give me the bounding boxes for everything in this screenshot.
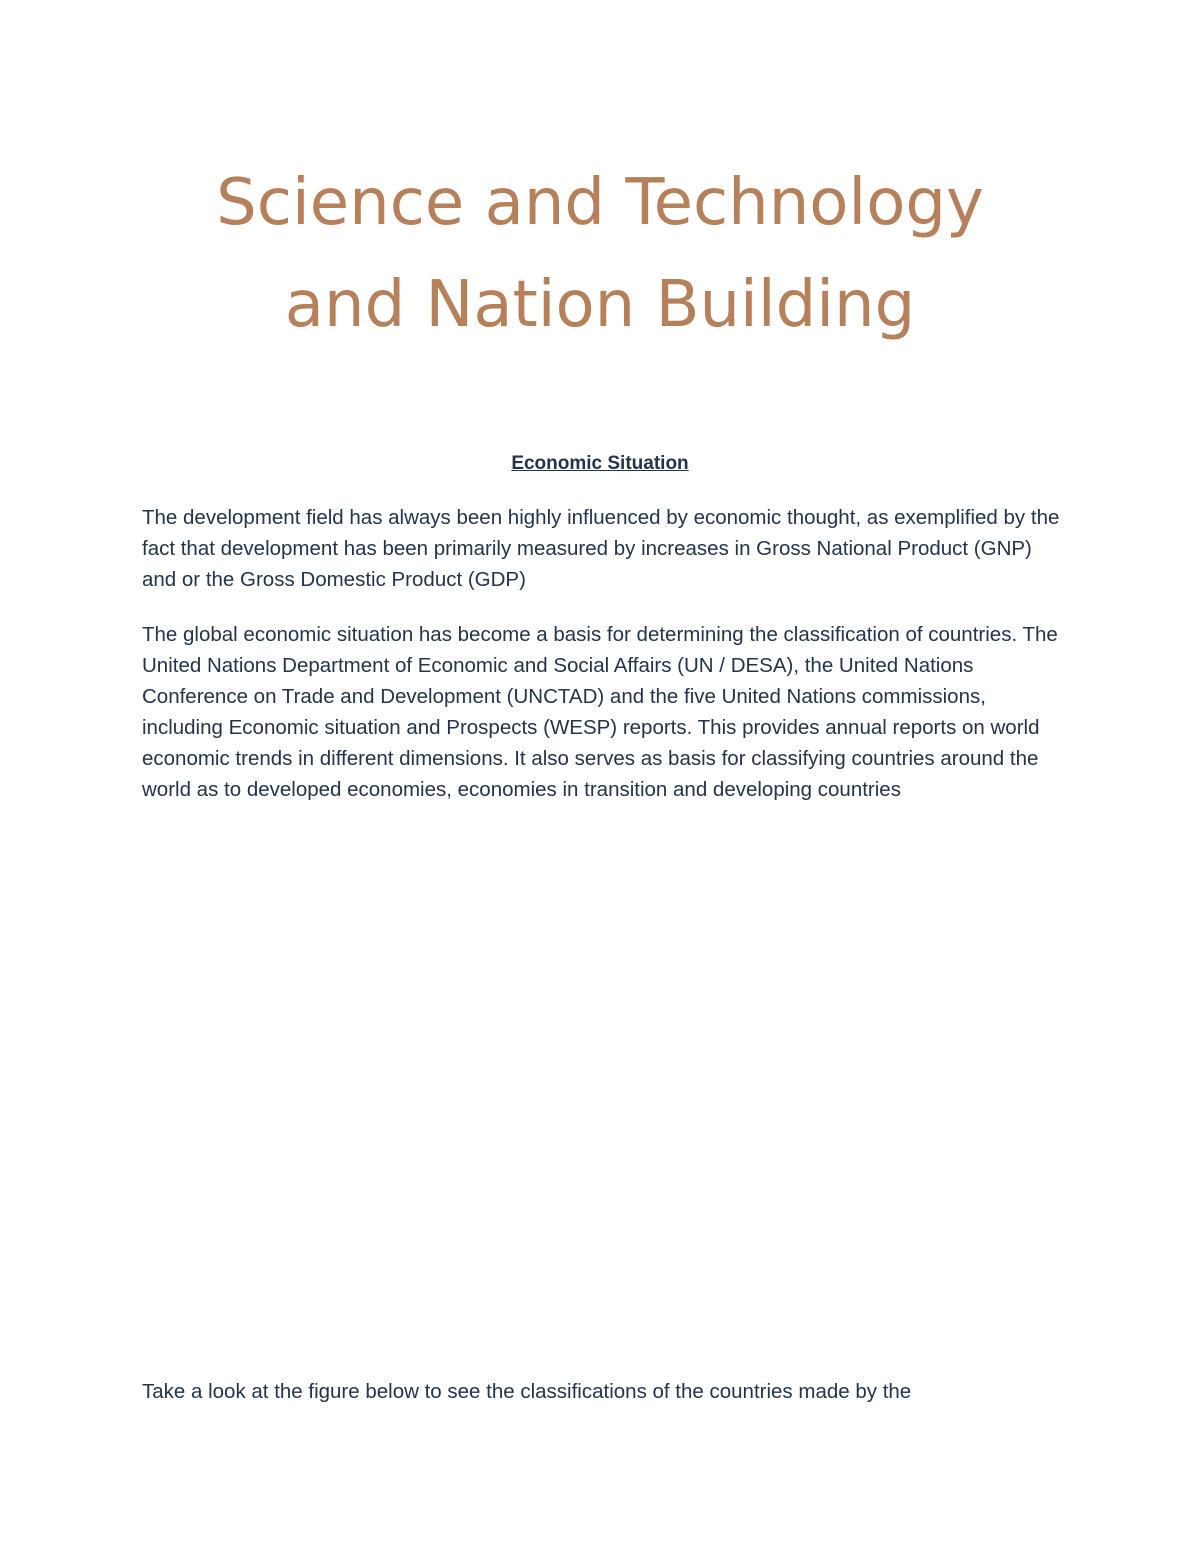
paragraph-development-field: The development field has always been highly influenced by economic thought, as exemplified by the fact that development has been primarily measured by increases in Gross National Product (GNP) and or the Gross Domestic Product (GDP)	[142, 506, 1060, 591]
document-title	[140, 152, 1060, 356]
section-heading: Economic Situation	[511, 453, 689, 474]
document-title-line-2: and Nation Building	[284, 268, 916, 342]
document-title-line-1: Science and Technology	[216, 166, 984, 240]
paragraph-figure-reference: Take a look at the figure below to see the classifications of the countries made by the	[142, 1380, 912, 1403]
paragraph-global-economic-situation: The global economic situation has become a basis for determining the classification of countries. The United Nations Department of Economic and Social Affairs (UN / DESA), the United Nations Conference on Trade and Development (UNCTAD) and the five United Nations commissions, including Economic situation and Prospects (WESP) reports. This provides annual reports on world economic trends in different dimensions. It also serves as basis for classifying countries around the world as to developed economies, economies in transition and developing countries	[142, 623, 1058, 801]
